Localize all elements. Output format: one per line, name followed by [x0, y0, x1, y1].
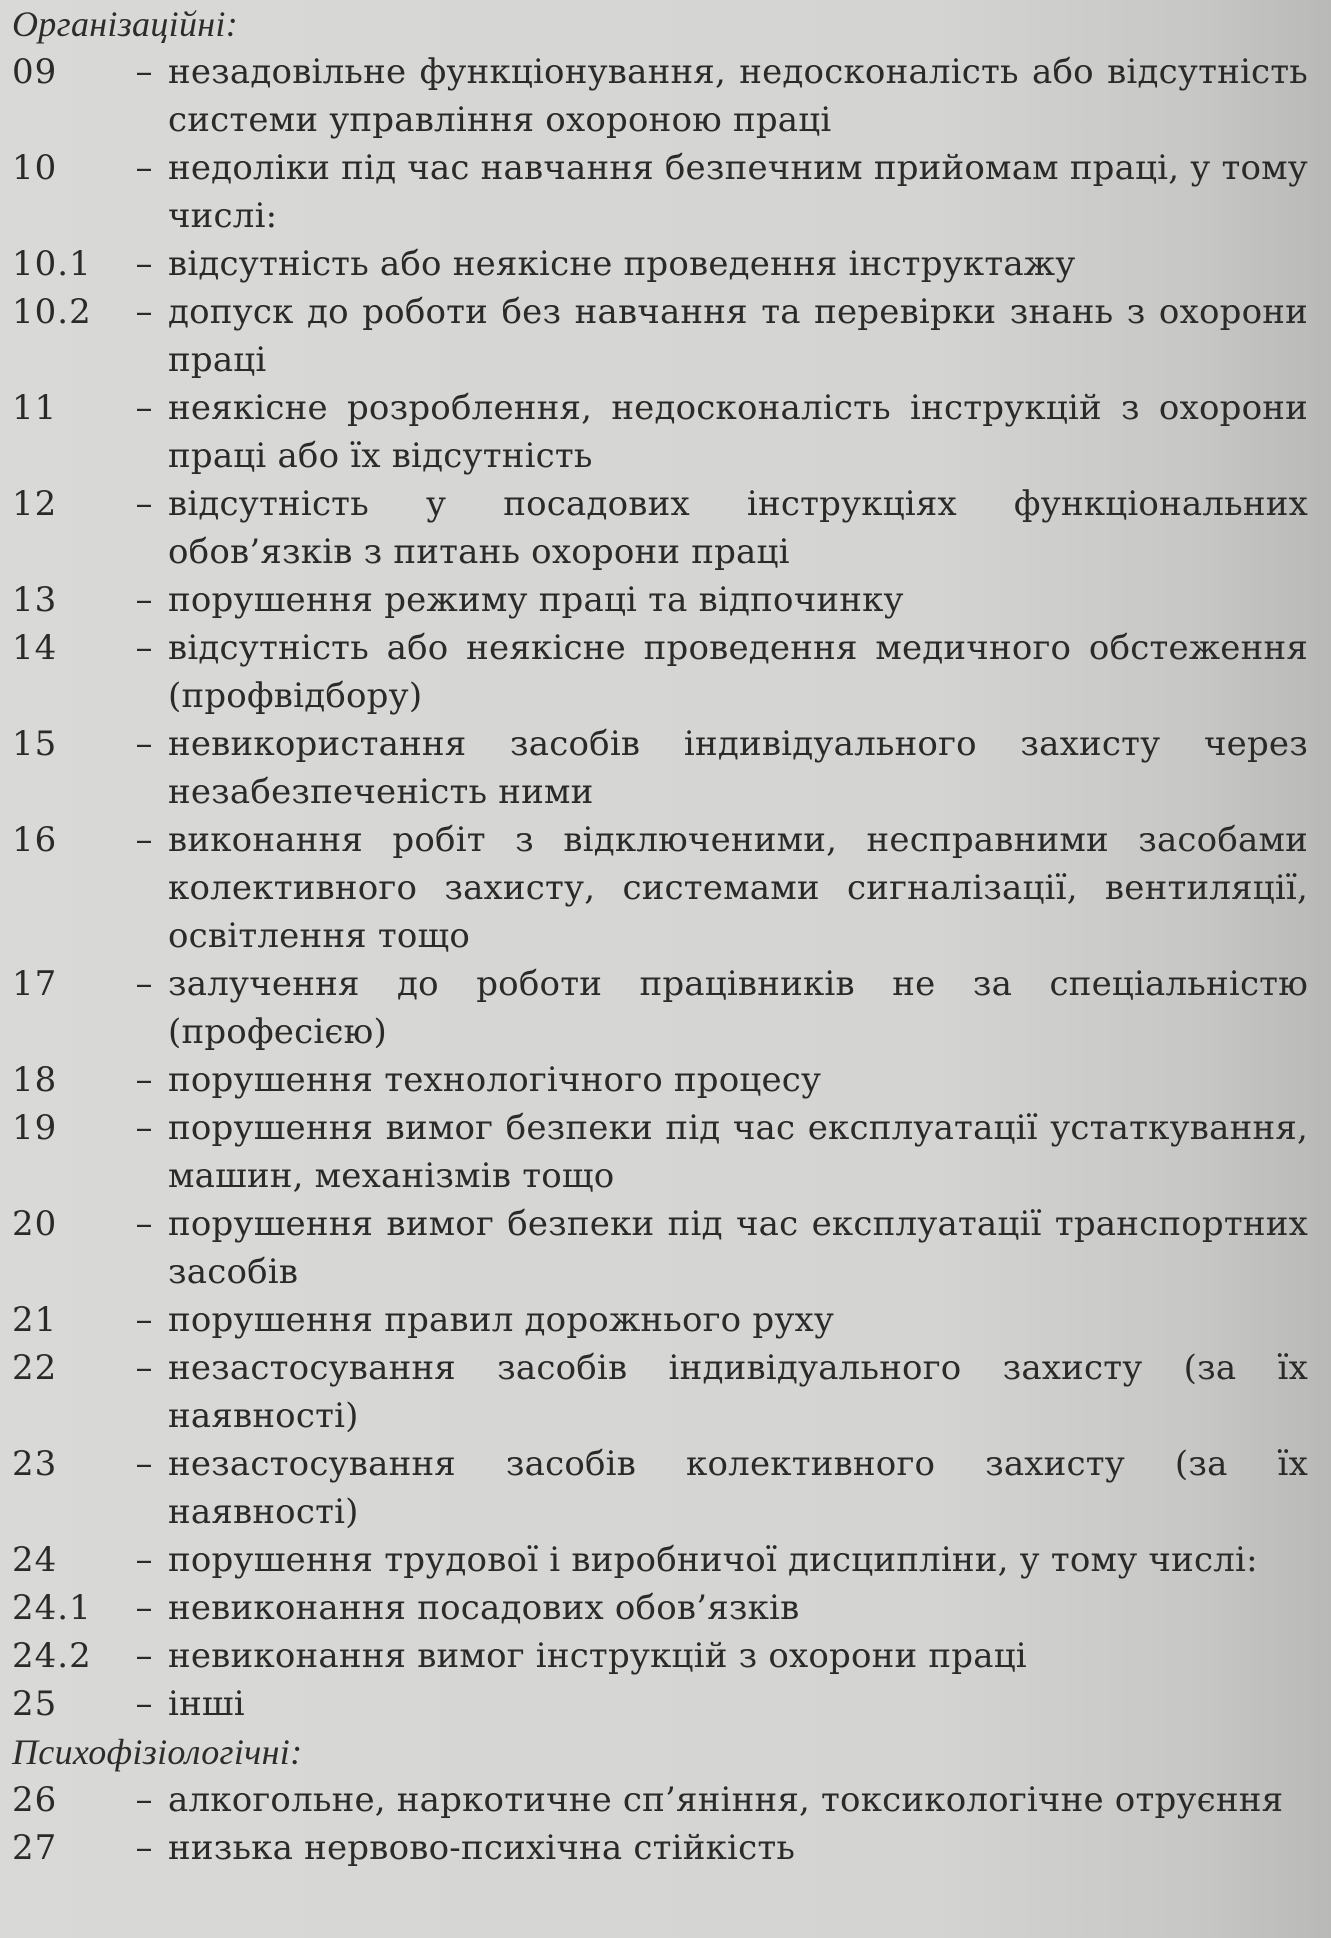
item-dash: – — [135, 244, 153, 284]
list-item — [12, 144, 1312, 240]
item-code: 09 — [12, 52, 58, 92]
list-item — [12, 1056, 1312, 1104]
item-dash: – — [135, 484, 153, 524]
item-dash: – — [135, 1444, 153, 1484]
list-item — [12, 1632, 1312, 1680]
list-item — [12, 1200, 1312, 1296]
list-item — [12, 624, 1312, 720]
item-dash: – — [135, 148, 153, 188]
list-item — [12, 48, 1312, 144]
item-text: низька нервово-психічна стійкість — [168, 1828, 796, 1868]
item-text: алкогольне, наркотичне сп’яніння, токсикологічне отруєння — [168, 1780, 1284, 1820]
item-code: 12 — [12, 484, 58, 524]
list-item — [12, 1536, 1312, 1584]
list-item — [12, 960, 1312, 1056]
item-text: залучення до роботи працівників не за спеціальністю (професією) — [168, 964, 1308, 1052]
list-item — [12, 288, 1312, 384]
item-text: допуск до роботи без навчання та перевірки знань з охорони праці — [168, 292, 1308, 380]
item-text: порушення вимог безпеки під час експлуатації устаткування, машин, механізмів тощо — [168, 1108, 1308, 1196]
item-text: незадовільне функціонування, недосконалість або відсутність системи управління охороною праці — [168, 52, 1308, 140]
item-code: 10.2 — [12, 292, 92, 332]
item-code: 27 — [12, 1828, 58, 1868]
item-text: невиконання посадових обов’язків — [168, 1588, 800, 1628]
item-dash: – — [135, 388, 153, 428]
item-text: недоліки під час навчання безпечним прийомам праці, у тому числі: — [168, 148, 1309, 236]
item-text: невиконання вимог інструкцій з охорони праці — [168, 1636, 1027, 1676]
list-item — [12, 1680, 1312, 1728]
item-text: порушення режиму праці та відпочинку — [168, 580, 904, 620]
item-dash: – — [135, 1300, 153, 1340]
item-code: 13 — [12, 580, 58, 620]
item-code: 23 — [12, 1444, 58, 1484]
item-dash: – — [135, 1636, 153, 1676]
item-text: відсутність або неякісне проведення медичного обстеження (профвідбору) — [168, 628, 1308, 716]
item-text: незастосування засобів колективного захисту (за їх наявності) — [168, 1444, 1308, 1532]
list-item — [12, 1296, 1312, 1344]
item-text: відсутність у посадових інструкціях функціональних обов’язків з питань охорони праці — [168, 484, 1308, 572]
item-dash: – — [135, 724, 153, 764]
document-page — [12, 0, 1312, 1872]
section-title-organizational: Організаційні: — [12, 4, 239, 44]
item-dash: – — [135, 1540, 153, 1580]
item-dash: – — [135, 1108, 153, 1148]
item-code: 17 — [12, 964, 58, 1004]
item-text: неякісне розроблення, недосконалість інструкцій з охорони праці або їх відсутність — [168, 388, 1308, 476]
item-dash: – — [135, 580, 153, 620]
item-text: порушення трудової і виробничої дисципліни, у тому числі: — [168, 1540, 1258, 1580]
list-item — [12, 1584, 1312, 1632]
list-item — [12, 240, 1312, 288]
item-dash: – — [135, 820, 153, 860]
item-text: виконання робіт з відключеними, несправними засобами колективного захисту, системами сигналізації, вентиляції, освітлення тощо — [168, 820, 1308, 956]
item-code: 10 — [12, 148, 58, 188]
item-code: 25 — [12, 1684, 58, 1724]
item-dash: – — [135, 1588, 153, 1628]
section-title-psychophysiological: Психофізіологічні: — [12, 1732, 303, 1772]
list-item — [12, 1776, 1312, 1824]
item-text: порушення технологічного процесу — [168, 1060, 822, 1100]
item-text: порушення вимог безпеки під час експлуатації транспортних засобів — [168, 1204, 1308, 1292]
item-code: 20 — [12, 1204, 58, 1244]
item-dash: – — [135, 1204, 153, 1244]
item-code: 22 — [12, 1348, 58, 1388]
item-dash: – — [135, 52, 153, 92]
item-dash: – — [135, 1780, 153, 1820]
item-text: незастосування засобів індивідуального захисту (за їх наявності) — [168, 1348, 1308, 1436]
item-code: 15 — [12, 724, 58, 764]
list-item — [12, 384, 1312, 480]
item-code: 24 — [12, 1540, 58, 1580]
item-code: 16 — [12, 820, 58, 860]
list-item — [12, 576, 1312, 624]
item-dash: – — [135, 964, 153, 1004]
item-code: 10.1 — [12, 244, 92, 284]
item-dash: – — [135, 1828, 153, 1868]
list-item — [12, 1344, 1312, 1440]
item-code: 18 — [12, 1060, 58, 1100]
item-list-organizational — [12, 48, 1312, 1728]
item-code: 24.2 — [12, 1636, 92, 1676]
item-text: відсутність або неякісне проведення інструктажу — [168, 244, 1076, 284]
item-dash: – — [135, 1348, 153, 1388]
list-item — [12, 816, 1312, 960]
item-code: 19 — [12, 1108, 58, 1148]
item-code: 14 — [12, 628, 58, 668]
item-list-psychophysiological — [12, 1776, 1312, 1872]
item-code: 11 — [12, 388, 58, 428]
list-item — [12, 480, 1312, 576]
item-code: 24.1 — [12, 1588, 92, 1628]
item-text: невикористання засобів індивідуального захисту через незабезпеченість ними — [168, 724, 1308, 812]
item-dash: – — [135, 628, 153, 668]
item-text: інші — [168, 1684, 245, 1724]
list-item — [12, 1824, 1312, 1872]
item-dash: – — [135, 1060, 153, 1100]
list-item — [12, 720, 1312, 816]
list-item — [12, 1104, 1312, 1200]
item-dash: – — [135, 1684, 153, 1724]
item-code: 26 — [12, 1780, 58, 1820]
item-code: 21 — [12, 1300, 58, 1340]
list-item — [12, 1440, 1312, 1536]
item-dash: – — [135, 292, 153, 332]
item-text: порушення правил дорожнього руху — [168, 1300, 835, 1340]
